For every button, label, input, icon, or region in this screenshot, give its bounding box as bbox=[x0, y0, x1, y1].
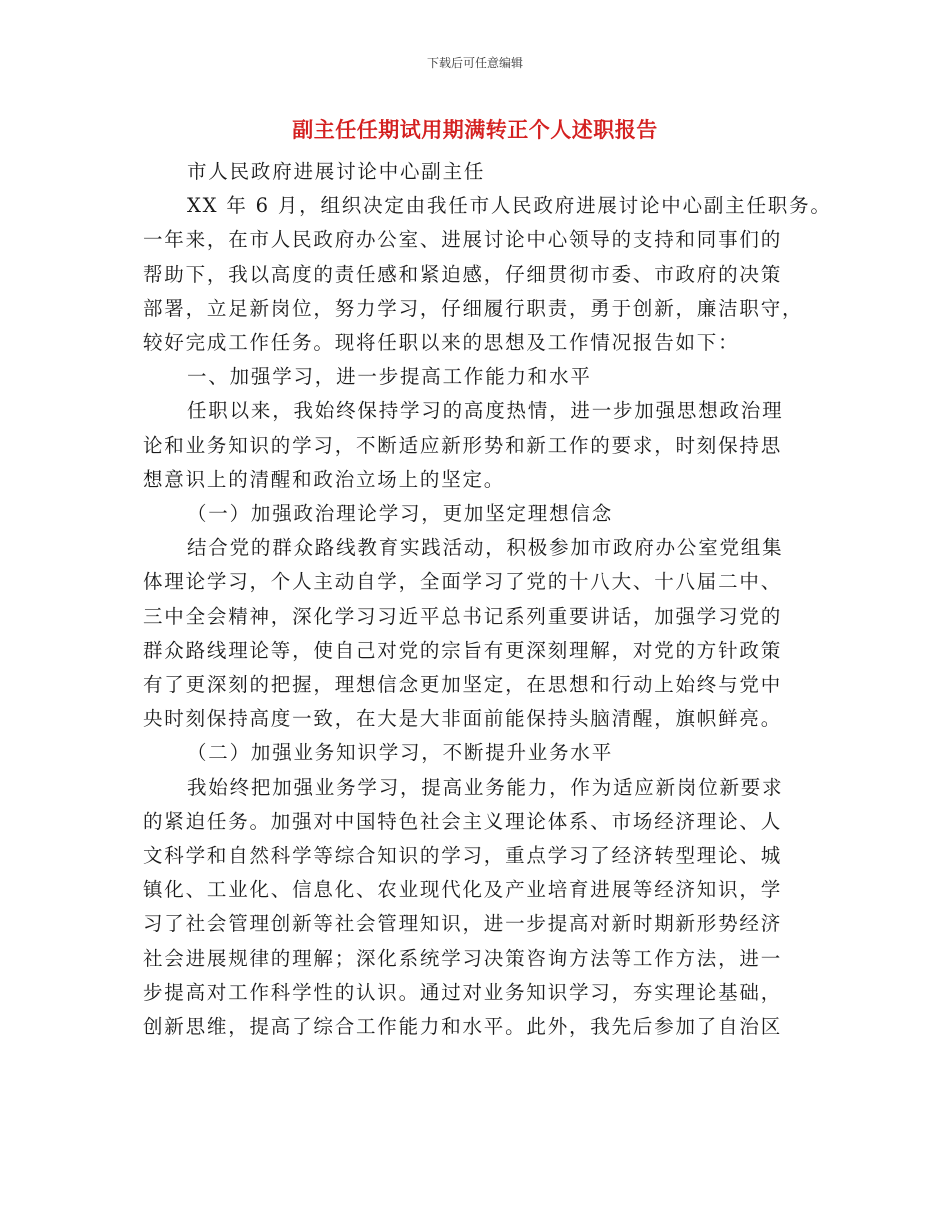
text-line: XX 年 6 月，组织决定由我任市人民政府进展讨论中心副主任职务。 bbox=[187, 194, 832, 218]
document-body bbox=[143, 155, 832, 1044]
text-line: 帮助下，我以高度的责任感和紧迫感，仔细贯彻市委、市政府的决策 bbox=[143, 262, 783, 286]
text-line: 习了社会管理创新等社会管理知识，进一步提高对新时期新形势经济 bbox=[143, 912, 783, 936]
text-line: 有了更深刻的把握，理想信念更加坚定，在思想和行动上始终与党中 bbox=[143, 673, 783, 697]
text-line: 论和业务知识的学习，不断适应新形势和新工作的要求，时刻保持思 bbox=[143, 433, 783, 457]
document-title: 副主任任期试用期满转正个人述职报告 bbox=[292, 117, 658, 142]
text-line: 部署，立足新岗位，努力学习，仔细履行职责，勇于创新，廉洁职守， bbox=[143, 296, 804, 320]
header-note: 下载后可任意编辑 bbox=[426, 56, 523, 70]
text-line: 央时刻保持高度一致，在大是大非面前能保持头脑清醒，旗帜鲜亮。 bbox=[143, 707, 783, 731]
text-line: 任职以来，我始终保持学习的高度热情，进一步加强思想政治理 bbox=[187, 399, 784, 423]
text-line: 三中全会精神，深化学习习近平总书记系列重要讲话，加强学习党的 bbox=[143, 604, 783, 628]
text-line: 结合党的群众路线教育实践活动，积极参加市政府办公室党组集 bbox=[187, 536, 784, 560]
text-line: 群众路线理论等，使自己对党的宗旨有更深刻理解，对党的方针政策 bbox=[143, 638, 783, 662]
text-line: 创新思维，提高了综合工作能力和水平。此外，我先后参加了自治区 bbox=[143, 1015, 783, 1039]
text-line: 市人民政府进展讨论中心副主任 bbox=[187, 160, 486, 183]
text-line: 想意识上的清醒和政治立场上的坚定。 bbox=[143, 467, 506, 491]
text-line: 我始终把加强业务学习，提高业务能力，作为适应新岗位新要求 bbox=[187, 775, 784, 799]
text-line: 较好完成工作任务。现将任职以来的思想及工作情况报告如下： bbox=[143, 331, 740, 355]
text-line: 社会进展规律的理解；深化系统学习决策咨询方法等工作方法，进一 bbox=[143, 946, 783, 970]
text-line: 步提高对工作科学性的认识。通过对业务知识学习，夯实理论基础， bbox=[143, 980, 783, 1004]
text-line: 文科学和自然科学等综合知识的学习，重点学习了经济转型理论、城 bbox=[143, 844, 783, 868]
text-line: （一）加强政治理论学习，更加坚定理想信念 bbox=[187, 502, 614, 526]
text-line: 一年来，在市人民政府办公室、进展讨论中心领导的支持和同事们的 bbox=[143, 228, 783, 252]
text-line: 的紧迫任务。加强对中国特色社会主义理论体系、市场经济理论、人 bbox=[143, 809, 783, 833]
text-line: 体理论学习，个人主动自学，全面学习了党的十八大、十八届二中、 bbox=[143, 570, 783, 594]
text-line: （二）加强业务知识学习，不断提升业务水平 bbox=[187, 741, 614, 765]
text-line: 一、加强学习，进一步提高工作能力和水平 bbox=[187, 365, 592, 389]
text-line: 镇化、工业化、信息化、农业现代化及产业培育进展等经济知识，学 bbox=[143, 878, 783, 902]
